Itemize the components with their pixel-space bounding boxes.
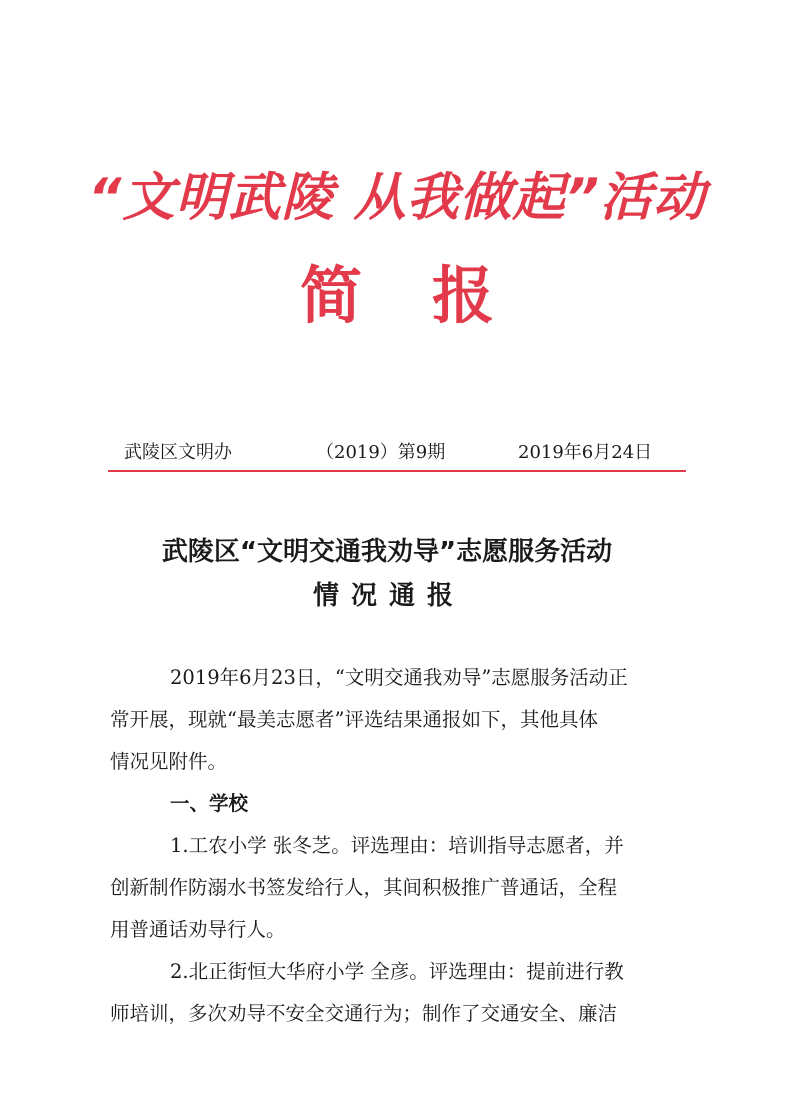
masthead-title: “文明武陵 从我做起”活动 [87,168,707,228]
issue-number: （2019）第9期 [316,442,446,463]
intro-paragraph-line3: 情况见附件。 [110,750,228,773]
masthead-subtitle: 简报 [299,259,564,332]
item2-line1: 2.北正街恒大华府小学 全彦。评选理由：提前进行教 [170,960,624,983]
intro-paragraph-line2: 常开展，现就“最美志愿者”评选结果通报如下，其他具体 [110,708,598,731]
issuer: 武陵区文明办 [124,442,232,463]
item1-line3: 用普通话劝导行人。 [110,918,286,941]
issue-info-line [108,438,688,468]
item2-line2: 师培训，多次劝导不安全交通行为；制作了交通安全、廉洁 [110,1002,618,1025]
red-divider [108,470,686,472]
section-heading-schools: 一、学校 [170,792,249,815]
item1-line2: 创新制作防溺水书签发给行人，其间积极推广普通话，全程 [110,876,618,899]
intro-paragraph-line1: 2019年6月23日，“文明交通我劝导”志愿服务活动正 [170,666,628,689]
item1-line1: 1.工农小学 张冬芝。评选理由：培训指导志愿者，并 [170,834,624,857]
issue-date: 2019年6月24日 [518,442,653,463]
document-title-line2: 情况通报 [312,581,465,611]
document-title-line1: 武陵区“文明交通我劝导”志愿服务活动 [161,537,613,567]
